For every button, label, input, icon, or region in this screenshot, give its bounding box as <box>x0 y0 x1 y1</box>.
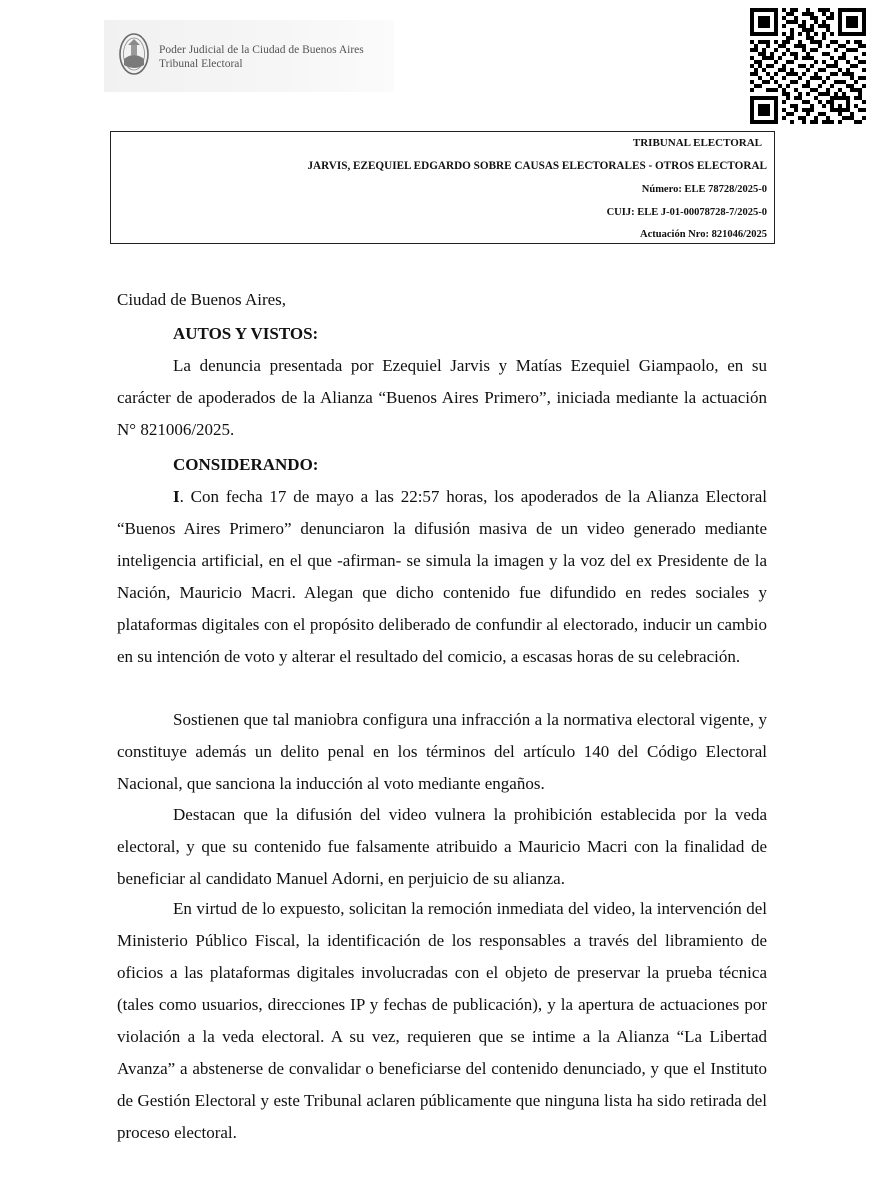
header-numero: Número: ELE 78728/2025-0 <box>641 184 767 195</box>
institution-line2: Tribunal Electoral <box>159 58 243 70</box>
paragraph-3: Destacan que la difusión del video vulnera la prohibición establecida por la veda electoral, y que su contenido fue falsamente atribuido a Mauricio Macri con la finalidad de beneficiar al candidato Manuel Adorni, en perjuicio de su alianza. <box>117 805 767 888</box>
paragraph-2: Sostienen que tal maniobra configura una infracción a la normativa electoral vigente, y constituye además un delito penal en los términos del artículo 140 del Código Electoral Nacional, que sanciona la inducción al voto mediante engaños. <box>117 710 767 793</box>
header-tribunal: TRIBUNAL ELECTORAL <box>632 137 762 149</box>
institution-line1: Poder Judicial de la Ciudad de Buenos Aires <box>159 44 364 56</box>
qr-code-icon <box>750 8 866 124</box>
header-caratula: JARVIS, EZEQUIEL EDGARDO SOBRE CAUSAS ELECTORALES - OTROS ELECTORAL <box>307 160 767 172</box>
autos-heading: AUTOS Y VISTOS: <box>173 324 319 343</box>
paragraph-1-text: . Con fecha 17 de mayo a las 22:57 horas, los apoderados de la Alianza Electoral “Buenos Aires Primero” denunciaron la difusión masiva de un video generado mediante inteligencia artificial, en el que -afirman- se simula la imagen y la voz del ex Presidente de la Nación, Mauricio Macri. Alegan que dicho contenido fue difundido en redes sociales y plataformas digitales con el propósito deliberado de confundir al electorado, inducir un cambio en su intención de voto y alterar el resultado del comicio, a escasas horas de su celebración. <box>117 487 767 666</box>
city-seal-icon <box>118 31 150 77</box>
paragraph-4: En virtud de lo expuesto, solicitan la remoción inmediata del video, la intervención del Ministerio Público Fiscal, la identificación de los responsables a través del libramiento de oficios a las plataformas digitales involucradas con el objeto de preservar la prueba técnica (tales como usuarios, direcciones IP y fechas de publicación), y la apertura de actuaciones por violación a la veda electoral. A su vez, requieren que se intime a la Alianza “La Libertad Avanza” a abstenerse de convalidar o beneficiarse del contenido denunciado, y que el Instituto de Gestión Electoral y este Tribunal aclaren públicamente que ninguna lista ha sido retirada del proceso electoral. <box>117 899 767 1142</box>
considerando-heading: CONSIDERANDO: <box>173 455 319 474</box>
institution-logo <box>104 20 394 92</box>
autos-paragraph: La denuncia presentada por Ezequiel Jarvis y Matías Ezequiel Giampaolo, en su carácter de apoderados de la Alianza “Buenos Aires Primero”, iniciada mediante la actuación N° 821006/2025. <box>117 356 767 439</box>
case-header-box <box>110 131 775 244</box>
institution-name <box>159 43 364 71</box>
paragraph-1-numeral: I <box>173 487 180 506</box>
header-cuij: CUIJ: ELE J-01-00078728-7/2025-0 <box>606 207 767 218</box>
paragraph-1 <box>117 481 767 673</box>
city-line: Ciudad de Buenos Aires, <box>117 290 287 309</box>
header-actuacion: Actuación Nro: 821046/2025 <box>640 229 767 240</box>
